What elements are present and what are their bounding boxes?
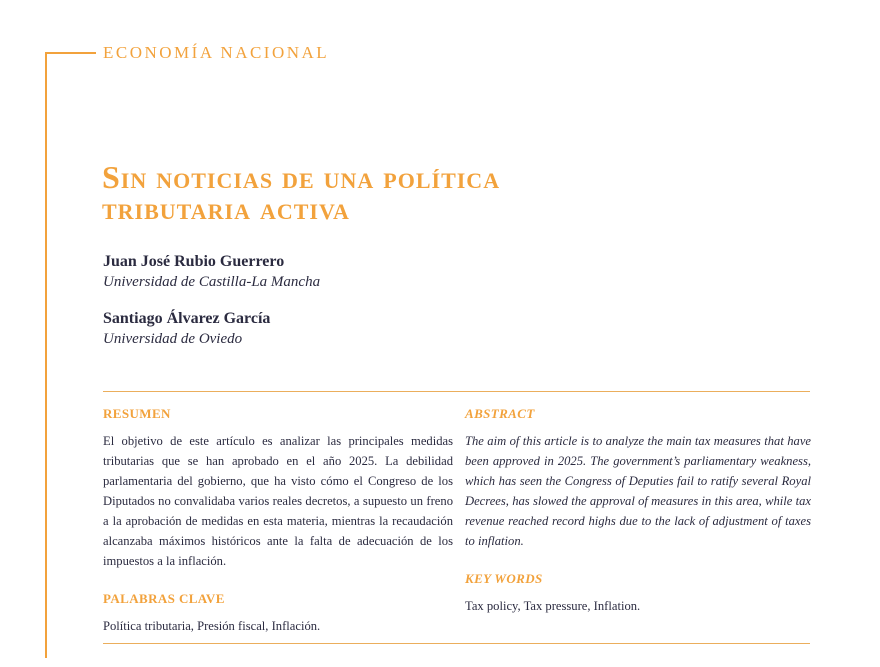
article-title (102, 159, 501, 226)
author-entry (103, 252, 320, 292)
author-affiliation: Universidad de Castilla-La Mancha (103, 274, 321, 290)
palabras-clave-list: Política tributaria, Presión fiscal, Inflación. (103, 619, 321, 633)
author-entry (103, 309, 320, 349)
palabras-clave-heading: PALABRAS CLAVE (103, 591, 225, 606)
section-kicker: ECONOMÍA NACIONAL (103, 43, 330, 62)
authors-block (103, 252, 320, 366)
resumen-heading: RESUMEN (103, 406, 171, 421)
abstract-body: The aim of this article is to analyze the main tax measures that have been approved in 2025. The government’s parliamentary weakness, which has seen the Congress of Deputies fail to ratify several Royal Decrees, has slowed the approval of measures in this area, while tax revenue reached record highs due to the lack of adjustment of taxes to inflation. (465, 434, 811, 548)
author-name: Juan José Rubio Guerrero (103, 253, 285, 270)
author-affiliation: Universidad de Oviedo (103, 331, 243, 347)
abstract-bottom-rule (103, 643, 810, 644)
article-title-line-1: Sin noticias de una política (102, 159, 501, 195)
abstract-heading: ABSTRACT (465, 406, 535, 421)
abstract-top-rule (103, 391, 810, 392)
article-title-line-2: tributaria activa (102, 190, 350, 226)
left-margin-accent-line (45, 52, 47, 658)
corner-bracket-line (45, 52, 96, 54)
author-name: Santiago Álvarez García (103, 310, 271, 327)
english-abstract-column (465, 406, 811, 616)
key-words-heading: KEY WORDS (465, 571, 543, 586)
spanish-abstract-column (103, 406, 453, 636)
resumen-body: El objetivo de este artículo es analizar las principales medidas tributarias que se han aprobado en el año 2025. La debilidad parlamentaria del gobierno, que ha visto cómo el Congreso de los Diputados no convalidaba varios reales decretos, a supuesto un freno a la aprobación de medidas en esta materia, mientras la recaudación alcanzaba máximos históricos ante la falta de adecuación de los impuestos a la inflación. (103, 434, 453, 568)
key-words-list: Tax policy, Tax pressure, Inflation. (465, 599, 641, 613)
